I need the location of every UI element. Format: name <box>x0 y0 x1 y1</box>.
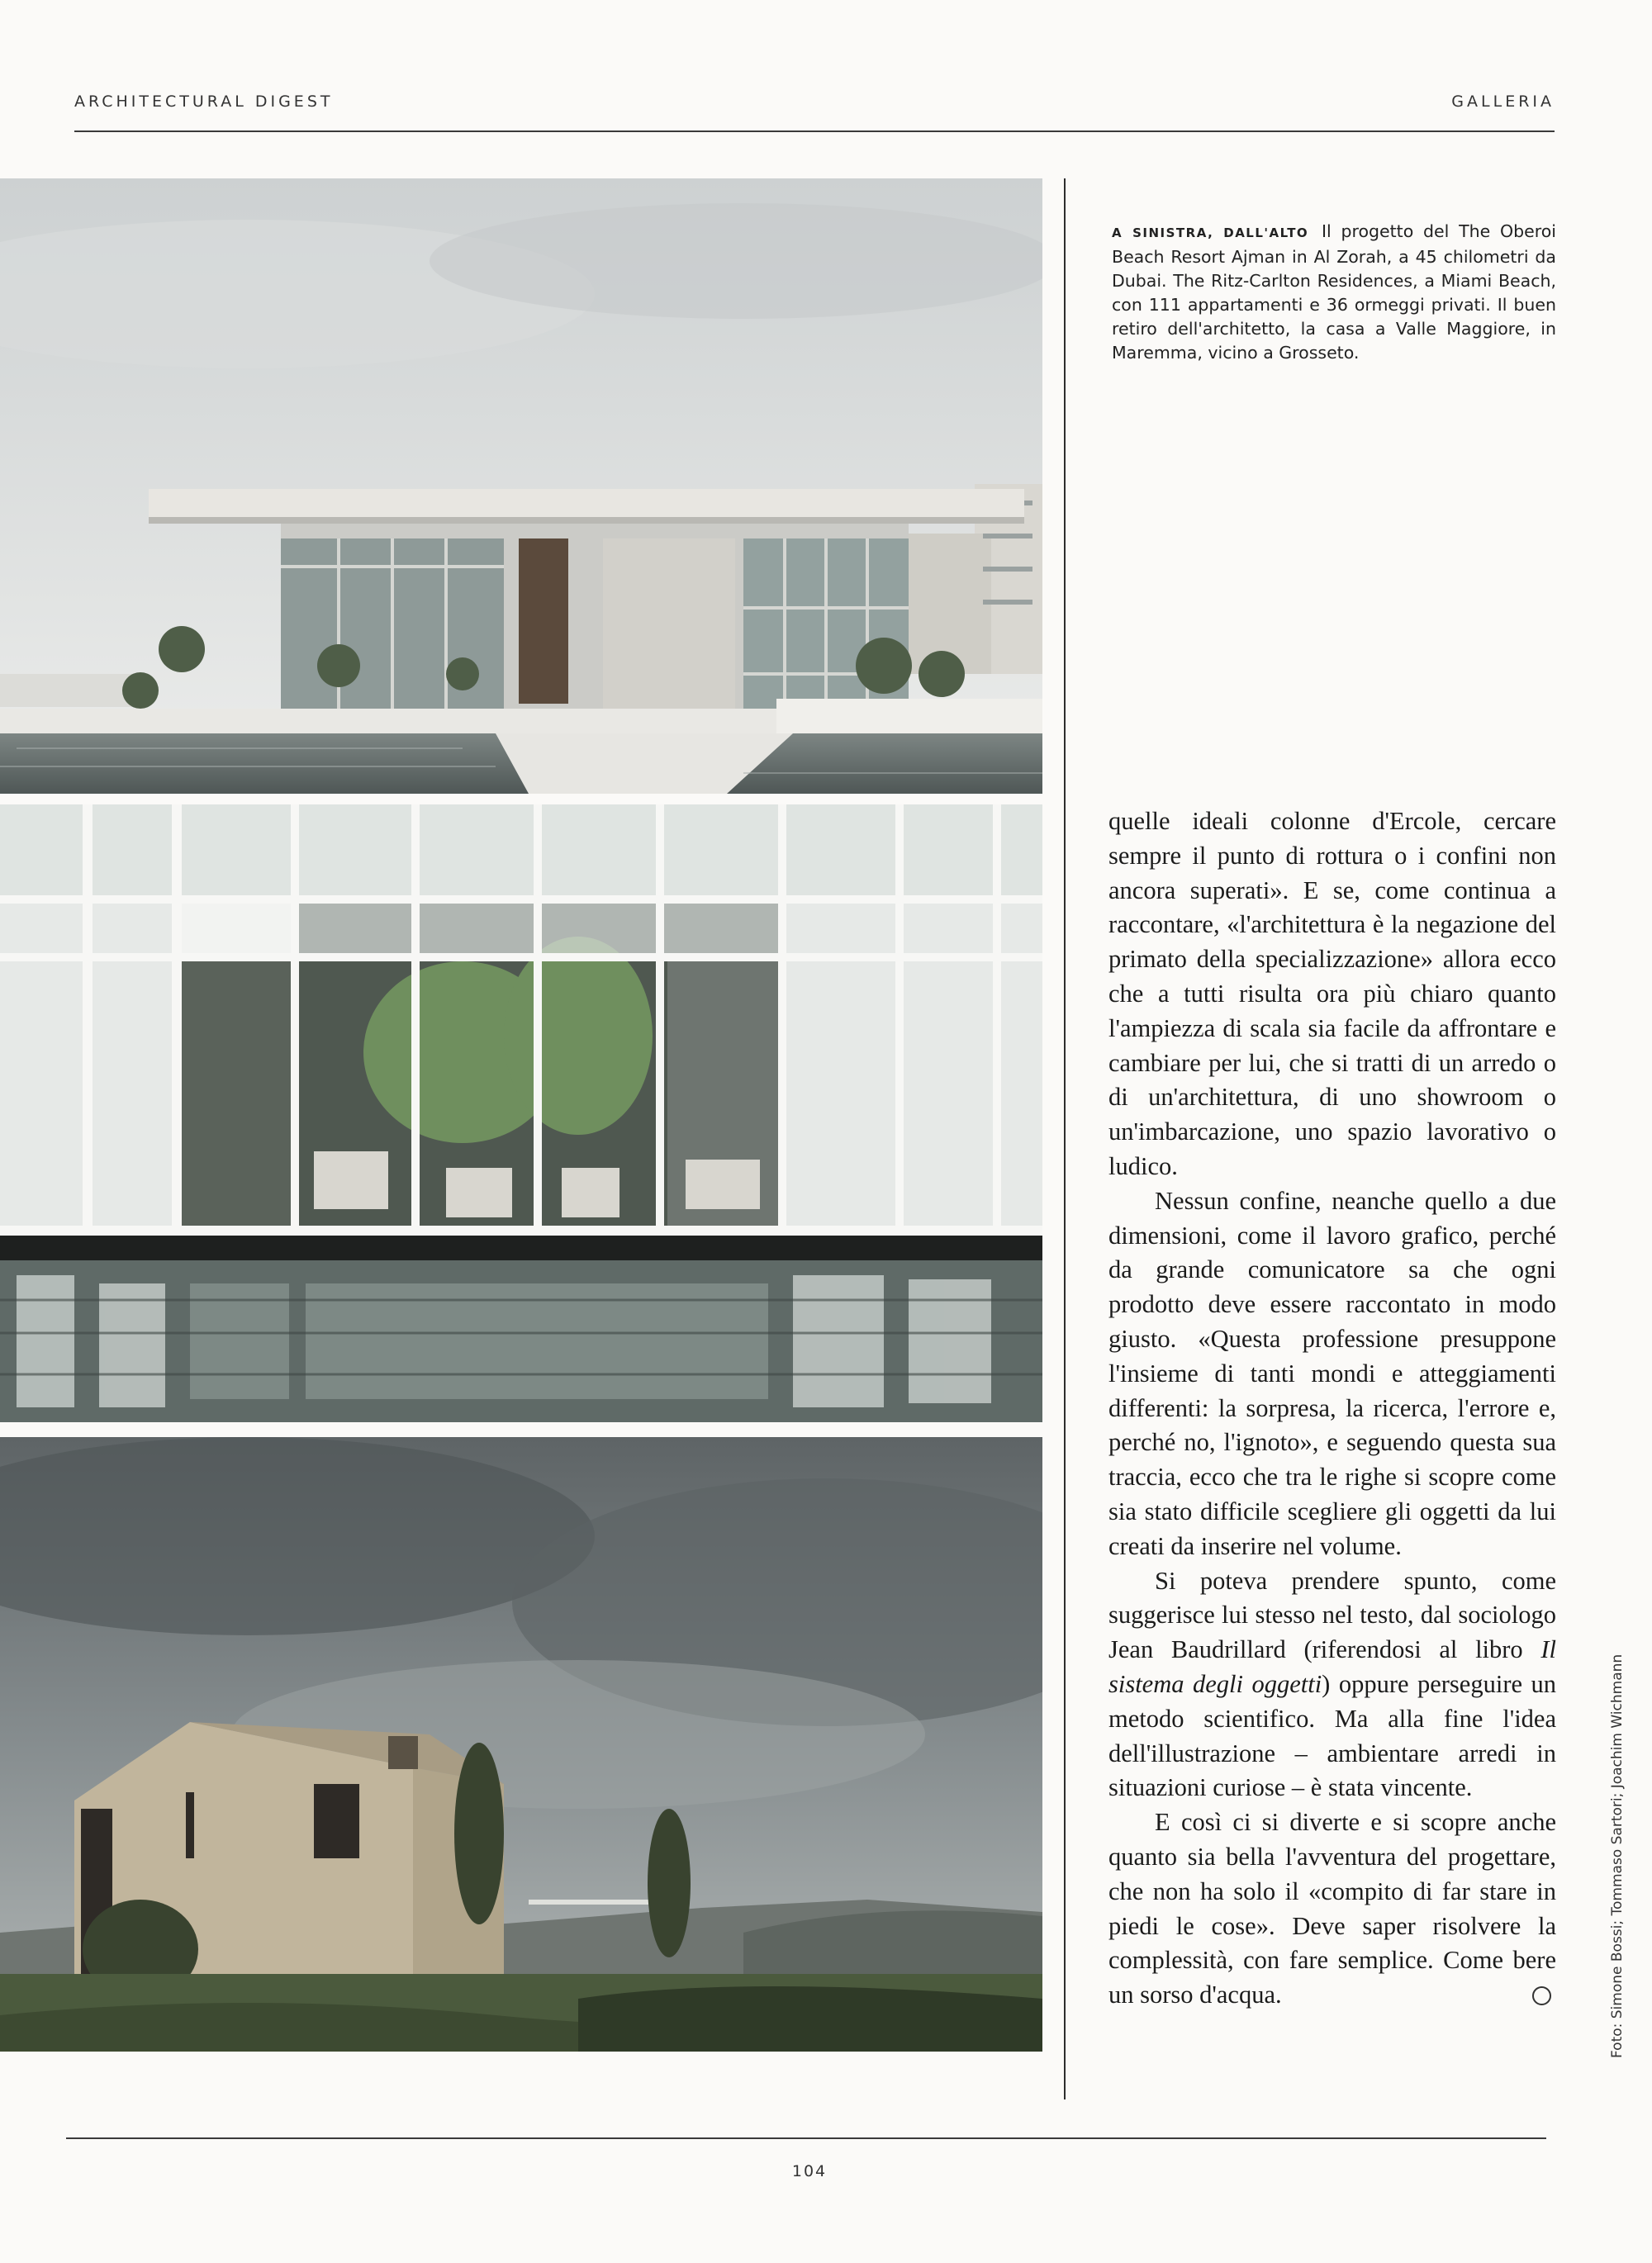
caption-text: Il progetto del The Oberoi Beach Resort Ajman in Al Zorah, a 45 chilometri da Dubai. The Ritz-Carlton Residences, a Miami Beach, con 111 appartamenti e 36 ormeggi privati. Il buen retiro dell'architetto, la casa a Valle Maggiore, in Maremma, vicino a Grosseto. <box>1112 221 1556 363</box>
caption-lead: A SINISTRA, DALL'ALTO <box>1112 225 1309 240</box>
article-text: E così ci si diverte e si scopre anche quanto sia bella l'avventura del progettare, che non ha solo il «compito di far stare in piedi le cose». Deve saper risolvere la complessità, con fare semplice. Come bere un sorso d'acqua. <box>1108 1808 1556 2009</box>
column-divider <box>1064 178 1066 2099</box>
article-body <box>1108 804 1556 2013</box>
publication-name: ARCHITECTURAL DIGEST <box>74 93 334 111</box>
article-paragraph <box>1108 1564 1556 1806</box>
photo-ritz-carlton-residences <box>0 804 1042 1422</box>
photo-caption <box>1112 220 1556 365</box>
page-number: 104 <box>791 2162 828 2180</box>
section-name: GALLERIA <box>1451 93 1555 111</box>
photo-credit: Foto: Simone Bossi; Tommaso Sartori; Joachim Wichmann <box>1609 1653 1626 2058</box>
end-of-article-circle-icon <box>1532 1986 1551 2005</box>
article-paragraph: quelle ideali colonne d'Ercole, cercare sempre il punto di rottura o i confini non ancora superati». E se, come continua a raccontare, «l'architettura è la negazione del primato della specializzazione» allora ecco che a tutti risulta ora più chiaro quanto l'ampiezza di scala sia facile da affrontare e cambiare per lui, che si tratti di un arredo o di un'architettura, di uno showroom o un'imbarcazione, uno spazio lavorativo o ludico. <box>1108 807 1556 1180</box>
article-paragraph <box>1108 1805 1556 2013</box>
bottom-rule <box>66 2137 1546 2139</box>
book-title: Il sistema degli oggetti <box>1108 1635 1557 1698</box>
article-text: ) oppure perseguire un metodo scientifico. Ma alla fine l'idea dell'illustrazione – ambientare arredi in situazioni curiose – è stata vincente. <box>1108 1669 1556 1802</box>
top-rule <box>74 130 1555 132</box>
article-paragraph: Nessun confine, neanche quello a due dimensioni, come il lavoro grafico, perché da grande comunicatore sa che ogni prodotto deve essere raccontato in modo giusto. «Questa professione presuppone l'insieme di tanti mondi e atteggiamenti differenti: la sorpresa, la ricerca, l'errore e, perché no, l'ignoto», e seguendo questa sua traccia, ecco che tra le righe si scopre come sia stato difficile scegliere gli oggetti da lui creati da inserire nel volume. <box>1108 1186 1556 1560</box>
article-text: Si poteva prendere spunto, come suggerisce lui stesso nel testo, dal sociologo Jean Baudrillard (riferendosi al libro <box>1108 1566 1556 1664</box>
photo-oberoi-resort <box>0 178 1042 794</box>
photo-valle-maggiore-house <box>0 1437 1042 2052</box>
